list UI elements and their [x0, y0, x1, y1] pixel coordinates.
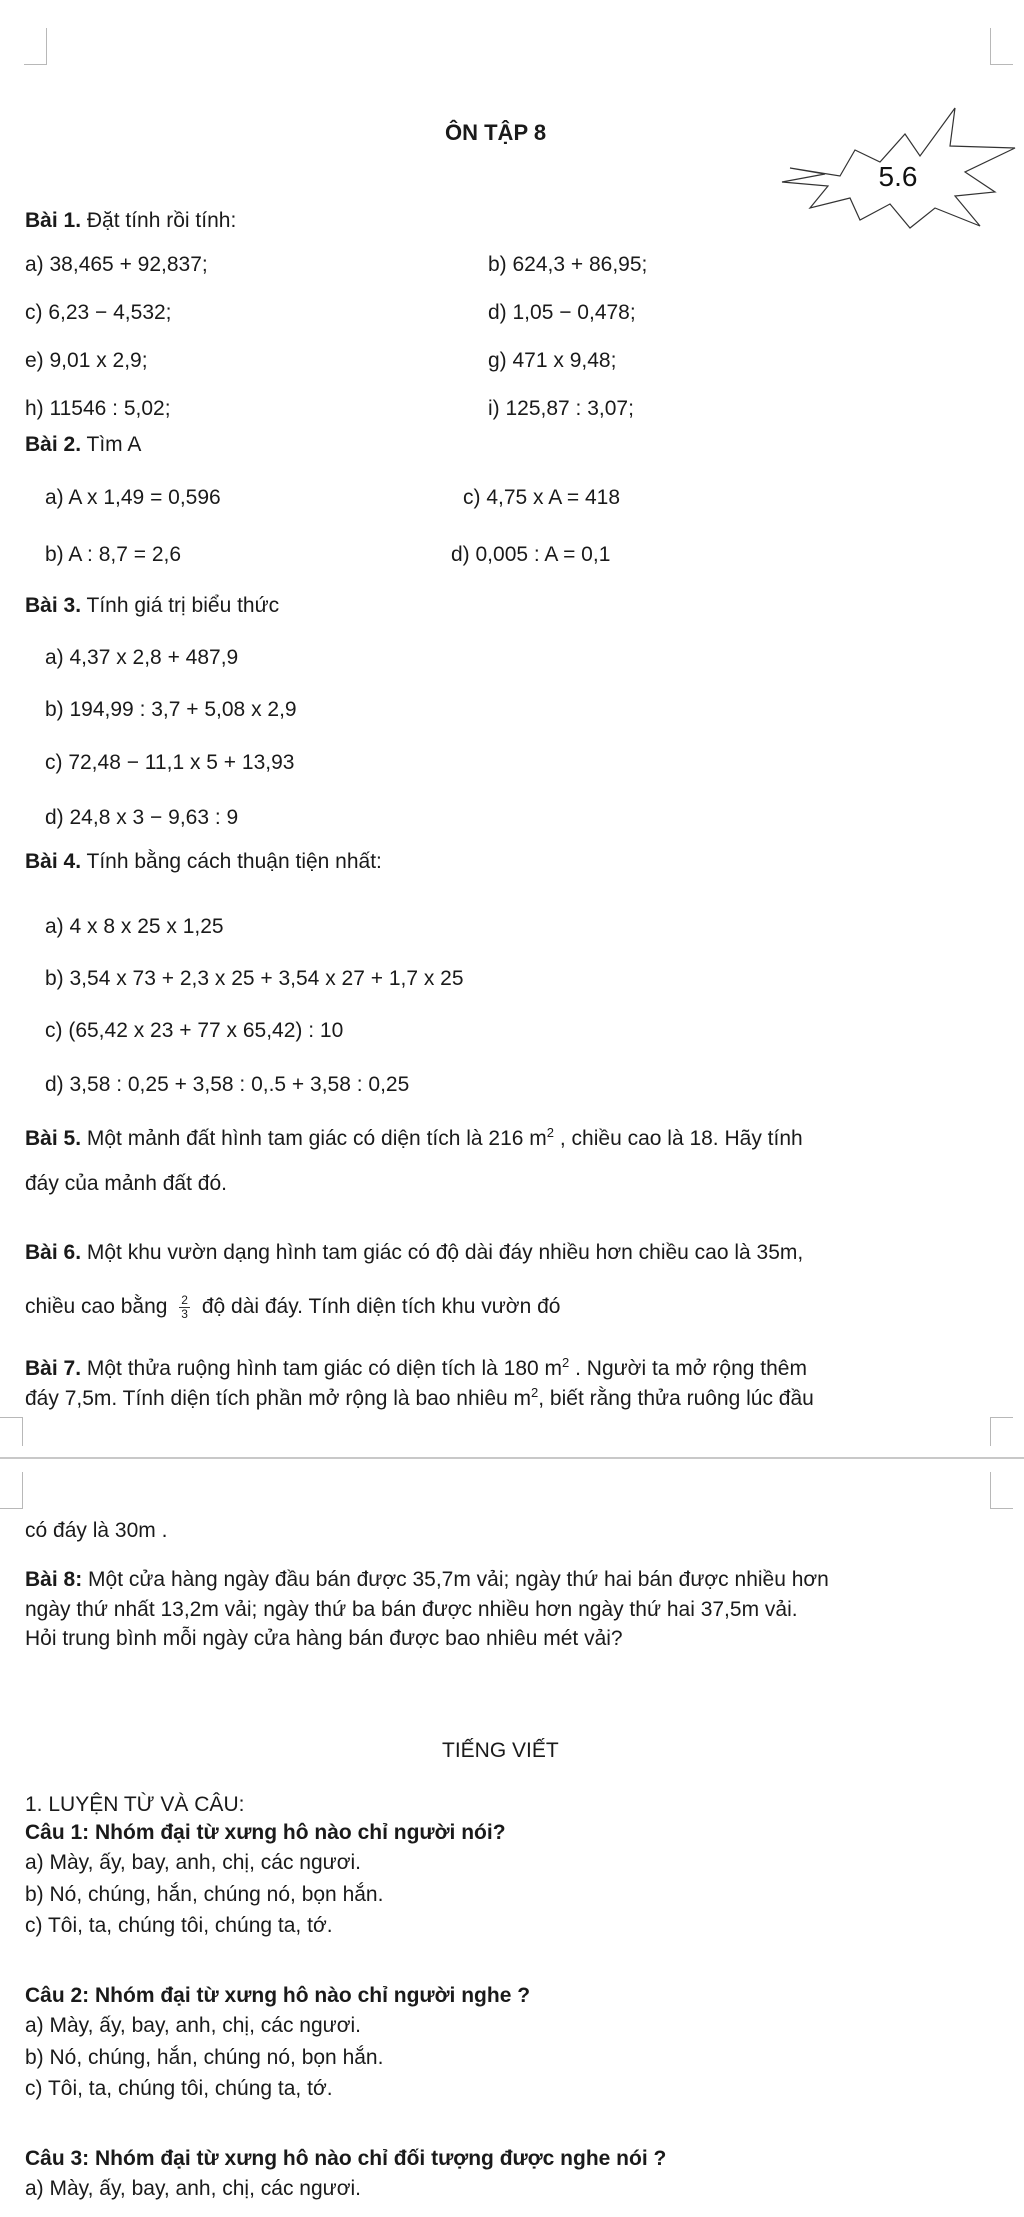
bai1-item-h: h) 11546 : 5,02;	[25, 397, 171, 420]
bai8-line-1: Bài 8: Một cửa hàng ngày đầu bán được 35,7m vải; ngày thứ hai bán được nhiều hơn	[25, 1568, 829, 1591]
bai8-line-3: Hỏi trung bình mỗi ngày cửa hàng bán được bao nhiêu mét vải?	[25, 1627, 623, 1650]
page-corner-mark	[990, 1472, 1013, 1509]
cau1-question: Câu 1: Nhóm đại từ xưng hô nào chỉ người nói?	[25, 1821, 506, 1844]
cau3-question: Câu 3: Nhóm đại từ xưng hô nào chỉ đối tượng được nghe nói ?	[25, 2147, 667, 2170]
bai7-line-2: đáy 7,5m. Tính diện tích phần mở rộng là bao nhiêu $m^2$, biết rằng thửa ruông lúc đầu	[25, 1385, 814, 1410]
bai5-line-2: đáy của mảnh đất đó.	[25, 1172, 227, 1195]
bai7-line-3: có đáy là 30m .	[25, 1519, 168, 1542]
cau2-question: Câu 2: Nhóm đại từ xưng hô nào chỉ người nghe ?	[25, 1984, 531, 2007]
bai7-line-1: Bài 7. Một thửa ruộng hình tam giác có diện tích là 180 $m^2$ . Người ta mở rộng thêm	[25, 1355, 807, 1380]
page-corner-mark	[990, 1417, 1013, 1446]
bai1-item-a: a) 38,465 + 92,837;	[25, 253, 208, 276]
section-heading-tieng-viet: TIẾNG VIẾT	[442, 1739, 559, 1762]
bai8-line-2: ngày thứ nhất 13,2m vải; ngày thứ ba bán được nhiều hơn ngày thứ hai 37,5m vải.	[25, 1598, 798, 1621]
cau2-option-a: a) Mày, ấy, bay, anh, chị, các ngươi.	[25, 2014, 361, 2037]
page-corner-mark	[0, 1472, 23, 1509]
badge-number: 5.6	[878, 161, 918, 192]
bai1-item-e: e) 9,01 x 2,9;	[25, 349, 148, 372]
bai2-item-b: b) A : 8,7 = 2,6	[45, 543, 182, 566]
bai3-item-a: a) 4,37 x 2,8 + 487,9	[45, 646, 239, 669]
bai1-item-g: g) 471 x 9,48;	[488, 349, 617, 372]
page-separator	[0, 1457, 1024, 1459]
bai1-item-d: d) 1,05 − 0,478;	[488, 301, 636, 324]
bai6-line-2: chiều cao bằng $\frac{2}{3}$ độ dài đáy. Tính diện tích khu vườn đó	[25, 1293, 561, 1321]
fraction-two-thirds: $\frac{2}{3}$	[181, 1293, 188, 1321]
bai4-item-b: b) 3,54 x 73 + 2,3 x 25 + 3,54 x 27 + 1,7 x 25	[45, 967, 464, 990]
bai1-item-b: b) 624,3 + 86,95;	[488, 253, 648, 276]
star-burst-badge	[770, 100, 1020, 250]
cau2-option-b: b) Nó, chúng, hắn, chúng nó, bọn hắn.	[25, 2046, 384, 2069]
document-page-2	[0, 1462, 1024, 2217]
bai2-item-a: a) A x 1,49 = 0,596	[45, 486, 221, 509]
bai1-heading: Bài 1. Đặt tính rồi tính:	[25, 209, 237, 232]
cau3-option-a: a) Mày, ấy, bay, anh, chị, các ngươi.	[25, 2177, 361, 2200]
bai3-item-c: c) 72,48 − 11,1 x 5 + 13,93	[45, 751, 295, 774]
subsection-heading: 1. LUYỆN TỪ VÀ CÂU:	[25, 1793, 245, 1816]
bai4-heading: Bài 4. Tính bằng cách thuận tiện nhất:	[25, 850, 382, 873]
bai4-item-a: a) 4 x 8 x 25 x 1,25	[45, 915, 224, 938]
bai2-item-d: d) 0,005 : A = 0,1	[451, 543, 611, 566]
page-corner-mark	[990, 28, 1013, 65]
bai2-item-c: c) 4,75 x A = 418	[463, 486, 621, 509]
bai6-line-1: Bài 6. Một khu vườn dạng hình tam giác có độ dài đáy nhiều hơn chiều cao là 35m,	[25, 1241, 804, 1264]
page-corner-mark	[24, 28, 47, 65]
cau2-option-c: c) Tôi, ta, chúng tôi, chúng ta, tớ.	[25, 2077, 333, 2100]
page-title: ÔN TẬP 8	[445, 120, 547, 145]
bai1-item-i: i) 125,87 : 3,07;	[488, 397, 634, 420]
bai1-item-c: c) 6,23 − 4,532;	[25, 301, 172, 324]
bai2-heading: Bài 2. Tìm A	[25, 433, 142, 456]
cau1-option-a: a) Mày, ấy, bay, anh, chị, các ngươi.	[25, 1851, 361, 1874]
cau1-option-c: c) Tôi, ta, chúng tôi, chúng ta, tớ.	[25, 1914, 333, 1937]
bai3-heading: Bài 3. Tính giá trị biểu thức	[25, 594, 280, 617]
bai3-item-b: b) 194,99 : 3,7 + 5,08 x 2,9	[45, 698, 297, 721]
page-corner-mark	[0, 1417, 23, 1446]
bai5-line-1: Bài 5. Một mảnh đất hình tam giác có diện tích là 216 $m^2$ , chiều cao là 18. Hãy tính	[25, 1125, 803, 1150]
bai4-item-c: c) (65,42 x 23 + 77 x 65,42) : 10	[45, 1019, 344, 1042]
cau1-option-b: b) Nó, chúng, hắn, chúng nó, bọn hắn.	[25, 1883, 384, 1906]
bai3-item-d: d) 24,8 x 3 − 9,63 : 9	[45, 806, 239, 829]
bai4-item-d: d) 3,58 : 0,25 + 3,58 : 0,.5 + 3,58 : 0,25	[45, 1073, 410, 1096]
